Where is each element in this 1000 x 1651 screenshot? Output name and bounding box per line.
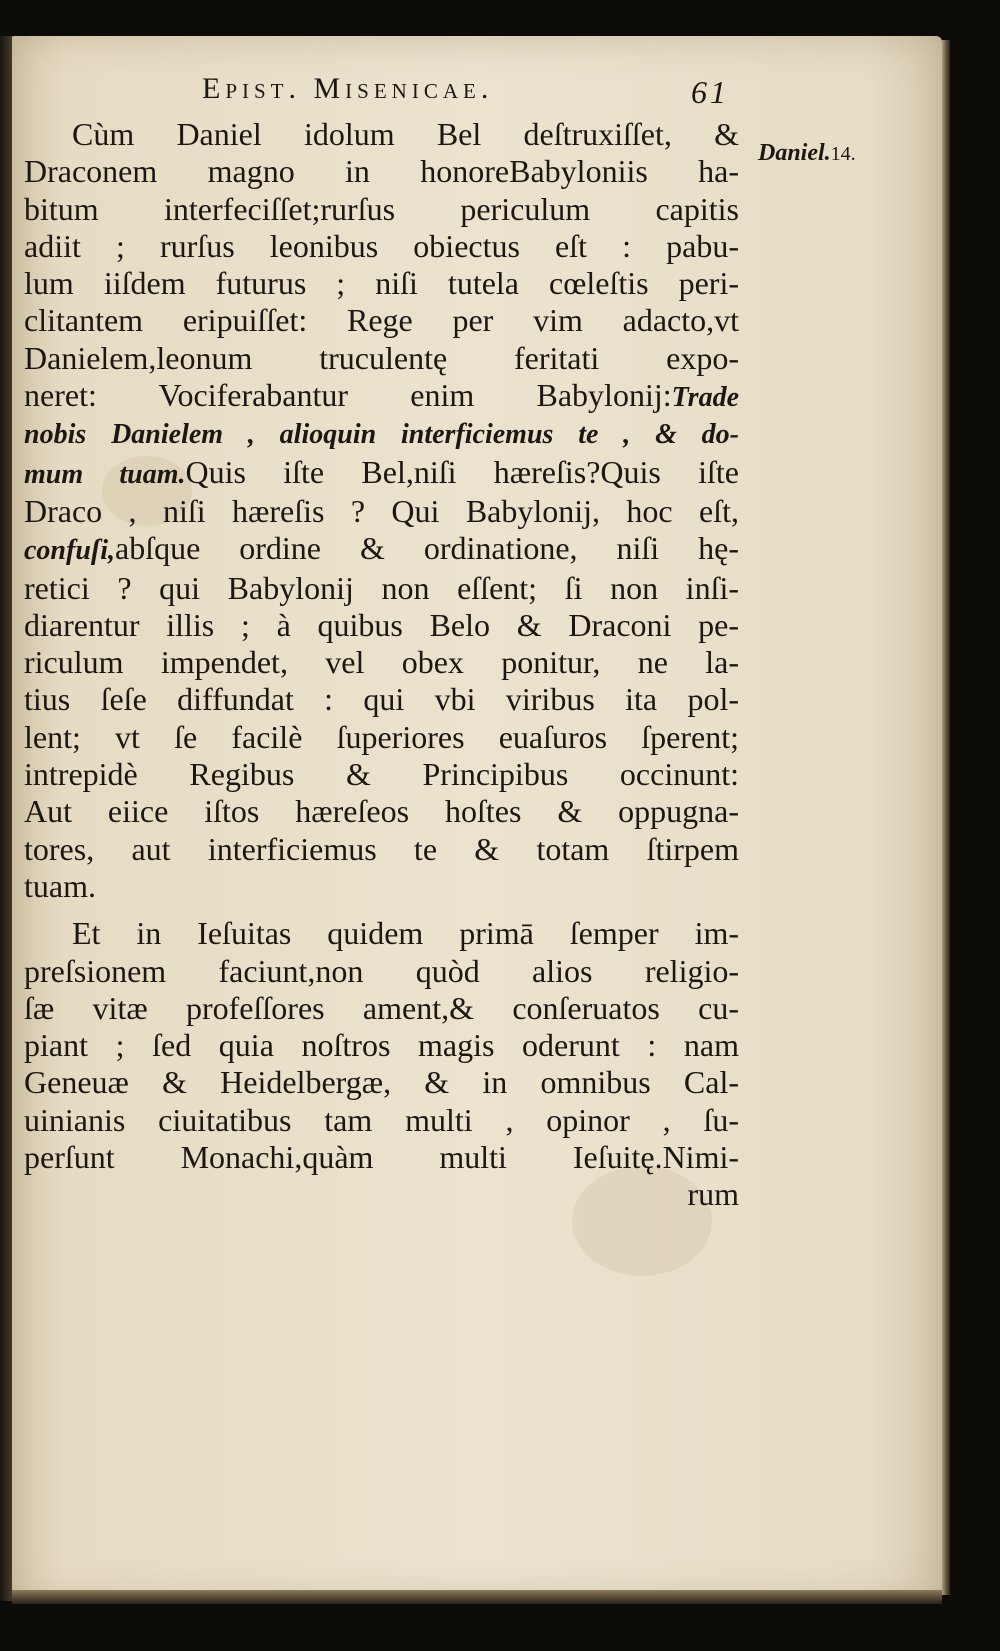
italic-word: confuſi, [24, 535, 115, 567]
running-head-title: Epist. Misenicae. [202, 72, 494, 105]
text-segment: neret: Vociferabantur enim Babylonij: [24, 377, 672, 414]
running-head [24, 66, 739, 116]
text-line: lum iiſdem futurus ; niſi tutela cœleſtis peri- [24, 265, 739, 302]
text-line: intrepidè Regibus & Principibus occinunt: [24, 756, 739, 793]
text-line: Et in Ieſuitas quidem primā ſemper im- [72, 915, 739, 952]
catchword: rum [687, 1176, 739, 1213]
text-line: uinianis ciuitatibus tam multi , opinor , ſu- [24, 1101, 739, 1138]
text-line: adiit ; rurſus leonibus obiectus eſt : pabu- [24, 227, 739, 264]
text-segment: Quis iſte Bel,niſi hæreſis?Quis iſte [185, 453, 739, 490]
page-right-edge [942, 40, 950, 1595]
marginal-note-reference: 14. [830, 143, 856, 165]
text-line: tores, aut interficiemus te & totam ſtirpem [24, 830, 739, 867]
text-line: lent; vt ſe facilè ſuperiores euaſuros ſperent; [24, 718, 739, 755]
paragraph-1 [24, 116, 739, 905]
text-line: Danielem,leonum truculentę feritati expo- [24, 339, 739, 376]
text-line [24, 377, 739, 416]
text-line: Aut eiice iſtos hæreſeos hoſtes & oppugna- [24, 793, 739, 830]
text-line: perſunt Monachi,quàm multi Ieſuitę.Nimi- [24, 1139, 739, 1176]
text-line: tuam. [24, 867, 96, 904]
italic-quotation: Trade [671, 382, 739, 414]
text-line: bitum interfeciſſet;rurſus periculum capitis [24, 190, 739, 227]
paragraph-gap [24, 905, 739, 915]
text-line: ſæ vitæ profeſſores ament,& conſeruatos cu- [24, 989, 739, 1026]
text-line: retici ? qui Babylonij non eſſent; ſi non inſi- [24, 569, 739, 606]
text-line: riculum impendet, vel obex ponitur, ne la- [24, 644, 739, 681]
text-line: Cùm Daniel idolum Bel deſtruxiſſet, & [72, 116, 739, 152]
text-line: piant ; ſed quia noſtros magis oderunt : nam [24, 1027, 739, 1064]
page-bottom-edge [12, 1590, 942, 1604]
text-line: Draco , niſi hæreſis ? Qui Babylonij, hoc eſt, [24, 492, 739, 529]
text-line: Geneuæ & Heidelbergæ, & in omnibus Cal- [24, 1064, 739, 1101]
italic-quotation: mum tuam. [24, 458, 186, 490]
text-segment: abſque ordine & ordinatione, niſi hę- [115, 530, 739, 567]
paragraph-2 [24, 915, 739, 1213]
marginal-note-name: Daniel. [758, 140, 831, 166]
text-line: tius ſeſe diffundat : qui vbi viribus ita pol- [24, 681, 739, 718]
text-line [24, 454, 739, 493]
text-line: Draconem magno in honoreBabyloniis ha- [24, 153, 739, 190]
text-line: diarentur illis ; à quibus Belo & Draconi pe- [24, 606, 739, 643]
text-line [24, 530, 739, 569]
page-number: 61 [691, 74, 729, 110]
text-block [24, 66, 739, 1214]
text-line: preſsionem faciunt,non quòd alios religio- [24, 952, 739, 989]
italic-quotation-line: nobis Danielem , alioquin interficiemus te , & do- [24, 419, 739, 451]
marginal-note [758, 140, 856, 167]
text-line: clitantem eripuiſſet: Rege per vim adacto,vt [24, 302, 739, 339]
